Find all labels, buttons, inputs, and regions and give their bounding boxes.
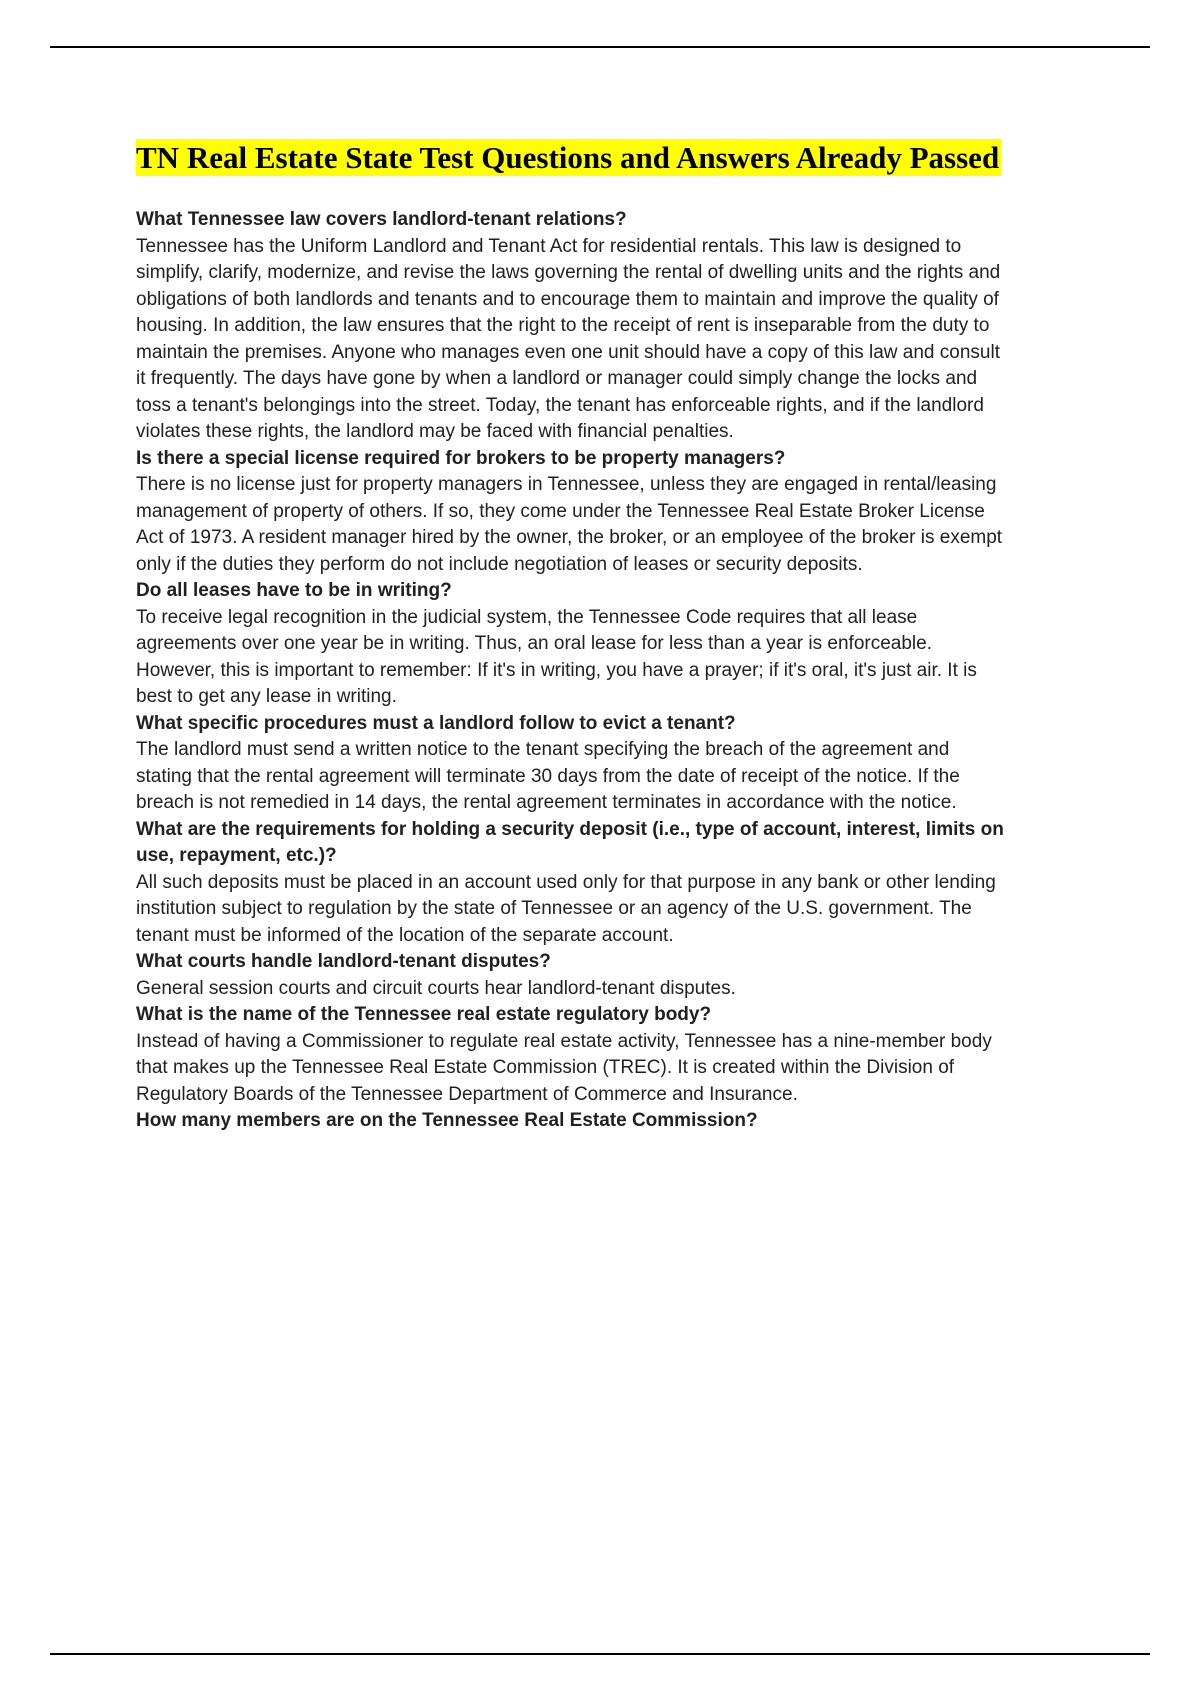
qa-list xyxy=(136,207,1004,1135)
answer-text: Instead of having a Commissioner to regulate real estate activity, Tennessee has a nine-member body that makes up the Tennessee Real Estate Commission (TREC). It is created within the Division of Regulatory Boards of the Tennessee Department of Commerce and Insurance. xyxy=(136,1030,992,1105)
qa-item xyxy=(136,578,1004,711)
qa-item xyxy=(136,1108,1004,1135)
answer-text: General session courts and circuit courts hear landlord-tenant disputes. xyxy=(136,977,736,999)
qa-item xyxy=(136,446,1004,579)
question-text: What courts handle landlord-tenant disputes? xyxy=(136,951,551,972)
answer-text: To receive legal recognition in the judicial system, the Tennessee Code requires that all lease agreements over one year be in writing. Thus, an oral lease for less than a year is enforceable. However, this is important to remember: If it's in writing, you have a prayer; if it's oral, it's just air. It is best to get any lease in writing. xyxy=(136,606,977,707)
qa-item xyxy=(136,1002,1004,1108)
qa-item xyxy=(136,817,1004,950)
question-text: What are the requirements for holding a security deposit (i.e., type of account, interest, limits on use, repayment, etc.)? xyxy=(136,818,1004,866)
page-title xyxy=(136,134,1004,181)
question-text: Do all leases have to be in writing? xyxy=(136,580,452,601)
question-text: What is the name of the Tennessee real estate regulatory body? xyxy=(136,1004,712,1025)
question-text: Is there a special license required for brokers to be property managers? xyxy=(136,447,786,469)
qa-item xyxy=(136,207,1004,446)
qa-item xyxy=(136,949,1004,1002)
bottom-rule xyxy=(50,1653,1150,1655)
qa-item xyxy=(136,711,1004,817)
highlighted-title-text: TN Real Estate State Test Questions and Answers Already Passed xyxy=(136,140,1000,175)
question-text: What Tennessee law covers landlord-tenant relations? xyxy=(136,209,627,230)
answer-text: All such deposits must be placed in an account used only for that purpose in any bank or other lending institution subject to regulation by the state of Tennessee or an agency of the U.S. government. The tenant must be informed of the location of the separate account. xyxy=(136,871,996,946)
document-content xyxy=(136,134,1004,1135)
top-rule xyxy=(50,46,1150,48)
question-text: What specific procedures must a landlord follow to evict a tenant? xyxy=(136,712,736,734)
question-text: How many members are on the Tennessee Real Estate Commission? xyxy=(136,1110,758,1131)
answer-text: There is no license just for property managers in Tennessee, unless they are engaged in rental/leasing management of property of others. If so, they come under the Tennessee Real Estate Broker License Act of 1973. A resident manager hired by the owner, the broker, or an employee of the broker is exempt only if the duties they perform do not include negotiation of leases or security deposits. xyxy=(136,474,1003,575)
answer-text: The landlord must send a written notice to the tenant specifying the breach of the agreement and stating that the rental agreement will terminate 30 days from the date of receipt of the notice. If the breach is not remedied in 14 days, the rental agreement terminates in accordance with the notice. xyxy=(136,739,960,813)
answer-text: Tennessee has the Uniform Landlord and Tenant Act for residential rentals. This law is designed to simplify, clarify, modernize, and revise the laws governing the rental of dwelling units and the rights and obligations of both landlords and tenants and to encourage them to maintain and improve the quality of housing. In addition, the law ensures that the right to the receipt of rent is inseparable from the duty to maintain the premises. Anyone who manages even one unit should have a copy of this law and consult it frequently. The days have gone by when a landlord or manager could simply change the locks and toss a tenant's belongings into the street. Today, the tenant has enforceable rights, and if the landlord violates these rights, the landlord may be faced with financial penalties. xyxy=(136,235,1001,442)
